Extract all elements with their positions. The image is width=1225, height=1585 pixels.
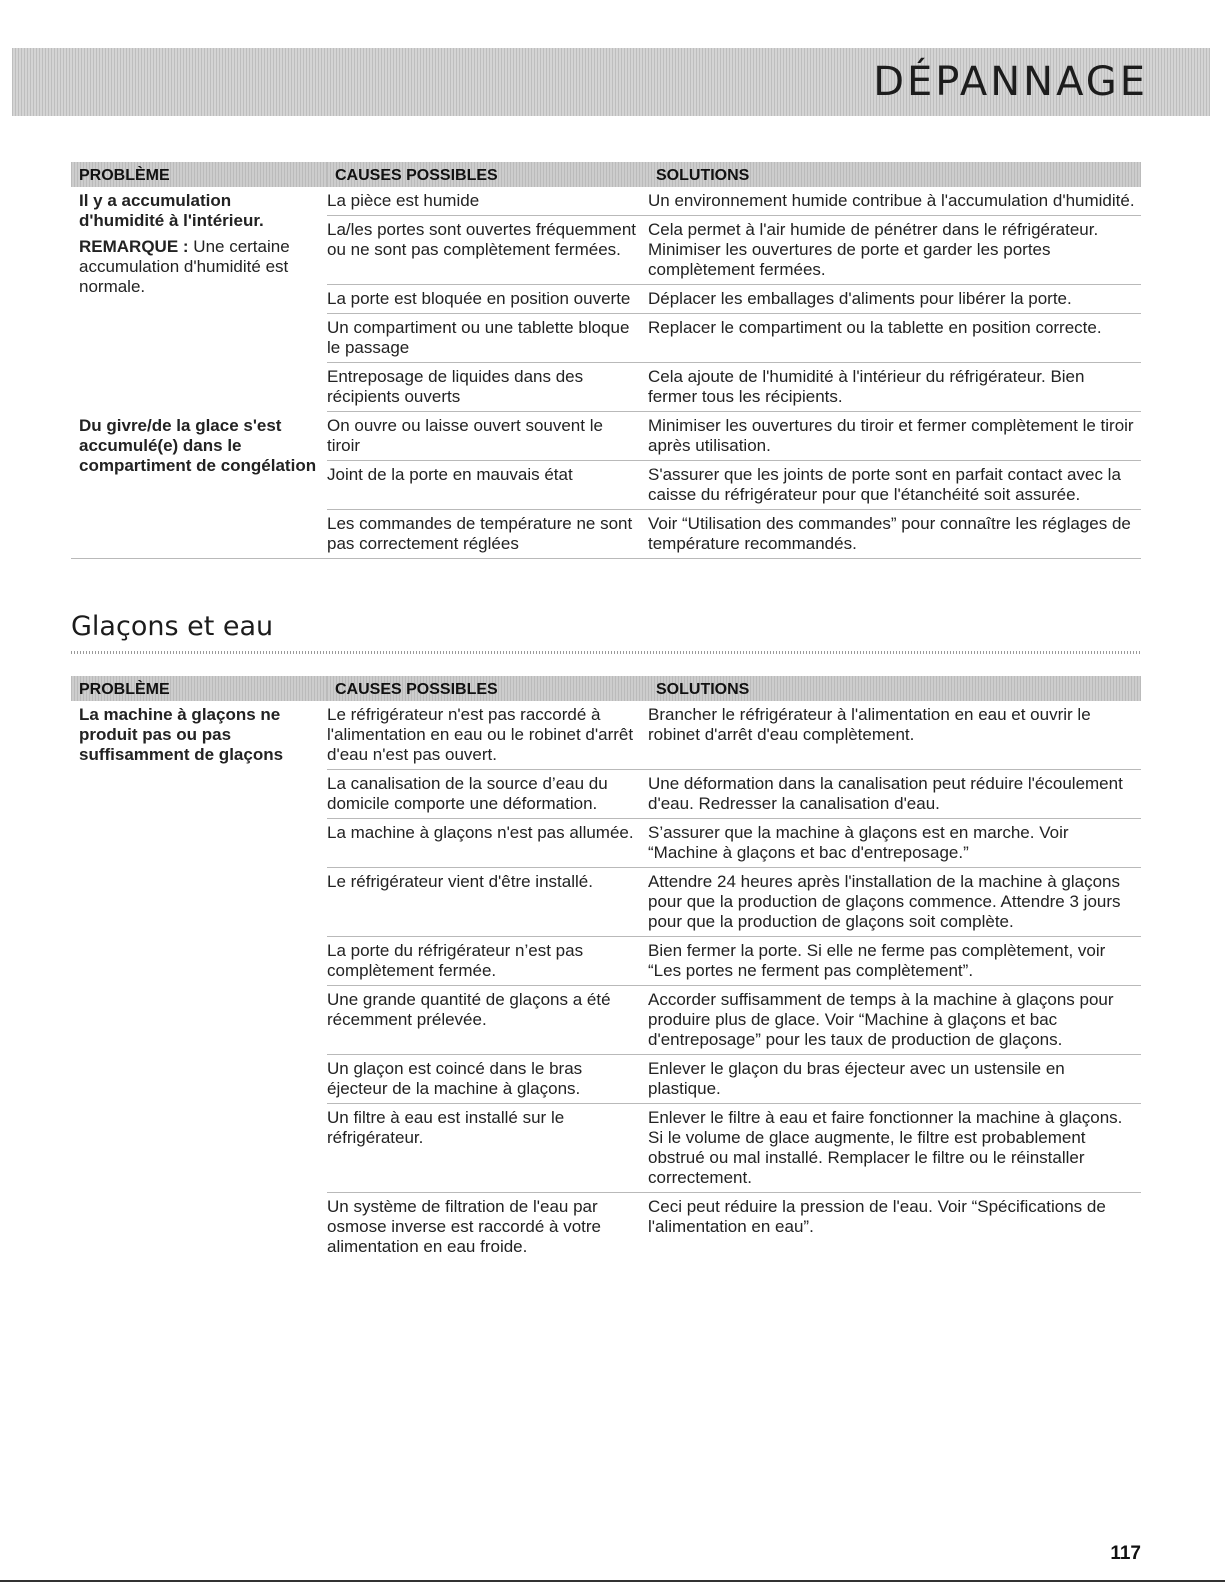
cause-cell: La machine à glaçons n'est pas allumée. [327, 819, 648, 868]
header-causes: CAUSES POSSIBLES [327, 676, 648, 701]
solution-cell: Enlever le glaçon du bras éjecteur avec un ustensile en plastique. [648, 1055, 1141, 1104]
solution-cell: Une déformation dans la canalisation peut réduire l'écoulement d'eau. Redresser la canalisation d'eau. [648, 770, 1141, 819]
header-problem: PROBLÈME [71, 676, 327, 701]
cause-cell: Les commandes de température ne sont pas correctement réglées [327, 510, 648, 559]
header-causes: CAUSES POSSIBLES [327, 162, 648, 187]
solution-cell: Replacer le compartiment ou la tablette en position correcte. [648, 314, 1141, 363]
page-bottom-border [0, 1580, 1225, 1582]
note-text: Une certaine accumulation d'humidité est normale. [79, 237, 290, 296]
cause-cell: La pièce est humide [327, 187, 648, 216]
page-title: DÉPANNAGE [873, 59, 1148, 105]
cause-cell: Un compartiment ou une tablette bloque le passage [327, 314, 648, 363]
solution-cell: Attendre 24 heures après l'installation de la machine à glaçons pour que la production de glaçons commence. Attendre 3 jours pour que la production de glaçons soit complète. [648, 868, 1141, 937]
solution-cell: Brancher le réfrigérateur à l'alimentation en eau et ouvrir le robinet d'arrêt d'eau complètement. [648, 701, 1141, 770]
table-row [71, 412, 1141, 461]
cause-cell: Le réfrigérateur n'est pas raccordé à l'alimentation en eau ou le robinet d'arrêt d'eau n'est pas ouvert. [327, 701, 648, 770]
table-header-row [71, 162, 1141, 187]
cause-cell: La/les portes sont ouvertes fréquemment ou ne sont pas complètement fermées. [327, 216, 648, 285]
table-header-row [71, 676, 1141, 701]
cause-cell: La porte du réfrigérateur n’est pas complètement fermée. [327, 937, 648, 986]
section-title-ice-water: Glaçons et eau [71, 611, 274, 642]
solution-cell: S’assurer que la machine à glaçons est en marche. Voir “Machine à glaçons et bac d'entreposage.” [648, 819, 1141, 868]
problem-title: La machine à glaçons ne produit pas ou pas suffisamment de glaçons [79, 705, 284, 764]
solution-cell: Bien fermer la porte. Si elle ne ferme pas complètement, voir “Les portes ne ferment pas complètement”. [648, 937, 1141, 986]
problem-cell [71, 701, 327, 1261]
solution-cell: Accorder suffisamment de temps à la machine à glaçons pour produire plus de glace. Voir “Machine à glaçons et bac d'entreposage” pour les taux de production de glaçons. [648, 986, 1141, 1055]
cause-cell: Le réfrigérateur vient d'être installé. [327, 868, 648, 937]
cause-cell: Entreposage de liquides dans des récipients ouverts [327, 363, 648, 412]
problem-title: Du givre/de la glace s'est accumulé(e) dans le compartiment de congélation [79, 415, 317, 475]
table-row [71, 187, 1141, 216]
cause-cell: Un filtre à eau est installé sur le réfrigérateur. [327, 1104, 648, 1193]
solution-cell: Minimiser les ouvertures du tiroir et fermer complètement le tiroir après utilisation. [648, 412, 1141, 461]
header-solutions: SOLUTIONS [648, 162, 1141, 187]
cause-cell: La canalisation de la source d’eau du domicile comporte une déformation. [327, 770, 648, 819]
troubleshooting-table-ice-water [71, 676, 1141, 1261]
cause-cell: On ouvre ou laisse ouvert souvent le tiroir [327, 412, 648, 461]
cause-cell: Joint de la porte en mauvais état [327, 461, 648, 510]
problem-note [79, 237, 317, 297]
solution-cell: Déplacer les emballages d'aliments pour libérer la porte. [648, 285, 1141, 314]
cause-cell: Une grande quantité de glaçons a été récemment prélevée. [327, 986, 648, 1055]
solution-cell: S'assurer que les joints de porte sont en parfait contact avec la caisse du réfrigérateur pour que l'étanchéité soit assurée. [648, 461, 1141, 510]
problem-cell [71, 412, 327, 559]
solution-cell: Voir “Utilisation des commandes” pour connaître les réglages de température recommandés. [648, 510, 1141, 559]
header-solutions: SOLUTIONS [648, 676, 1141, 701]
solution-cell: Un environnement humide contribue à l'accumulation d'humidité. [648, 187, 1141, 216]
header-banner [12, 48, 1210, 116]
cause-cell: Un glaçon est coincé dans le bras éjecteur de la machine à glaçons. [327, 1055, 648, 1104]
solution-cell: Cela permet à l'air humide de pénétrer dans le réfrigérateur. Minimiser les ouvertures de porte et garder les portes complètement fermées. [648, 216, 1141, 285]
problem-title: Il y a accumulation d'humidité à l'intérieur. [79, 191, 264, 230]
solution-cell: Cela ajoute de l'humidité à l'intérieur du réfrigérateur. Bien fermer tous les récipients. [648, 363, 1141, 412]
note-label: REMARQUE : [79, 237, 189, 256]
section-divider [71, 651, 1141, 654]
table-row [71, 701, 1141, 770]
header-problem: PROBLÈME [71, 162, 327, 187]
solution-cell: Enlever le filtre à eau et faire fonctionner la machine à glaçons. Si le volume de glace augmente, le filtre est probablement obstrué ou mal installé. Remplacer le filtre ou le réinstaller correctement. [648, 1104, 1141, 1193]
troubleshooting-table-humidity [71, 162, 1141, 559]
solution-cell: Ceci peut réduire la pression de l'eau. Voir “Spécifications de l'alimentation en eau”. [648, 1197, 1106, 1236]
page-number: 117 [1110, 1543, 1141, 1564]
cause-cell: La porte est bloquée en position ouverte [327, 285, 648, 314]
cause-cell: Un système de filtration de l'eau par osmose inverse est raccordé à votre alimentation en eau froide. [327, 1197, 602, 1256]
problem-cell [71, 187, 327, 412]
